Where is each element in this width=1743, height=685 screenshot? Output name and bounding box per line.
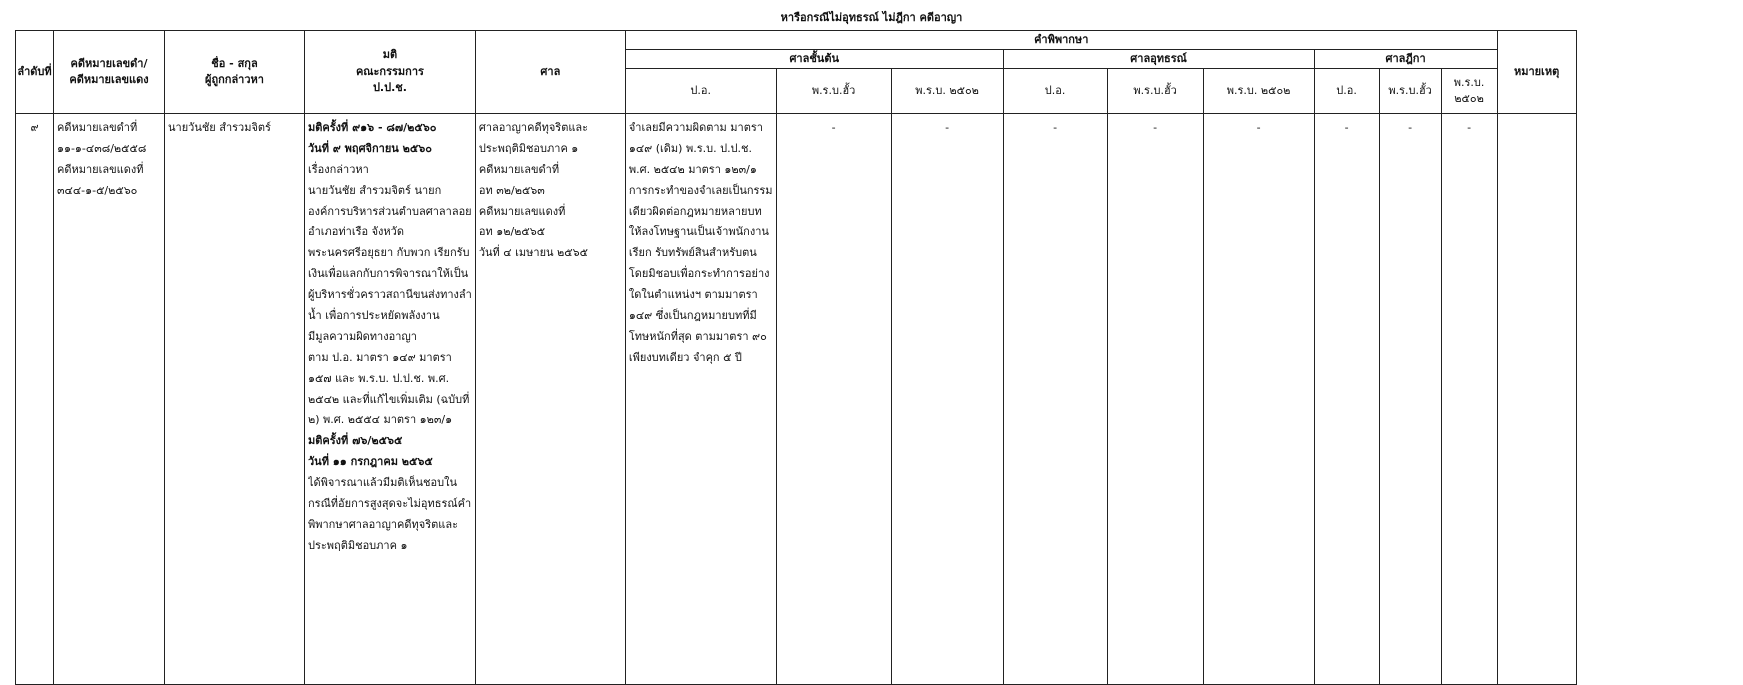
- cell-appeal-pa: -: [1003, 114, 1107, 685]
- judgment-line: การกระทำของจำเลยเป็นกรรม: [628, 183, 773, 197]
- resolution-line: ประพฤติมิชอบภาค ๑: [308, 538, 408, 552]
- header-appeal-prb-2502: พ.ร.บ. ๒๕๐๒: [1203, 69, 1314, 114]
- header-supreme-prb-2502: พ.ร.บ. ๒๕๐๒: [1441, 69, 1497, 114]
- court-line: ศาลอาญาคดีทุจริตและ: [478, 121, 589, 134]
- table-row: [16, 114, 1577, 685]
- cell-first-prb-2502: -: [891, 114, 1003, 685]
- header-name: ชื่อ - สกุล ผู้ถูกกล่าวหา: [165, 31, 305, 114]
- cell-case-no: [54, 114, 165, 685]
- resolution-line: เรื่องกล่าวหา: [308, 162, 369, 176]
- cell-supreme-prb-2502: -: [1441, 114, 1497, 685]
- cell-appeal-prb-old: -: [1107, 114, 1203, 685]
- court-line: อท ๑๒/๒๕๖๕: [478, 225, 546, 239]
- case-number-line: ๑๑-๑-๔๓๘/๒๕๕๘: [57, 141, 147, 155]
- header-court-first: ศาลชั้นต้น: [625, 50, 1003, 69]
- cell-appeal-prb-2502: -: [1203, 114, 1314, 685]
- judgment-line: พ.ศ. ๒๕๔๒ มาตรา ๑๒๓/๑: [628, 162, 757, 176]
- cell-first-pa: [625, 114, 776, 685]
- judgment-line: โดยมิชอบเพื่อกระทำการอย่าง: [628, 267, 770, 281]
- court-line: คดีหมายเลขแดงที่: [478, 204, 566, 218]
- cell-first-prb-old: -: [776, 114, 891, 685]
- resolution-line: เงินเพื่อแลกกับการพิจารณาให้เป็น: [308, 267, 469, 281]
- cell-court: [475, 114, 625, 685]
- header-first-prb-old: พ.ร.บ.ฮั้ว: [776, 69, 891, 114]
- resolution-line: องค์การบริหารส่วนตำบลศาลาลอย: [308, 204, 472, 218]
- resolution-line: มติครั้งที่ ๙๑๖ - ๘๗/๒๕๖๐: [308, 121, 437, 134]
- judgment-line: ๑๔๙ (เดิม) พ.ร.บ. ป.ป.ช.: [628, 141, 753, 155]
- resolution-line: ๑๕๗ และ พ.ร.บ. ป.ป.ช. พ.ศ.: [308, 371, 450, 385]
- case-number-line: คดีหมายเลขดำที่: [57, 121, 138, 134]
- judgment-line: ให้ลงโทษฐานเป็นเจ้าพนักงาน: [628, 225, 769, 239]
- page-title: หารือกรณีไม่อุทธรณ์ ไม่ฎีกา คดีอาญา: [780, 11, 963, 24]
- header-court: ศาล: [475, 31, 625, 114]
- header-appeal-prb-old: พ.ร.บ.ฮั้ว: [1107, 69, 1203, 114]
- resolution-line: กรณีที่อัยการสูงสุดจะไม่อุทธรณ์คำ: [308, 497, 472, 511]
- court-line: ประพฤติมิชอบภาค ๑: [478, 141, 579, 155]
- resolution-line: ๒) พ.ศ. ๒๕๕๔ มาตรา ๑๒๓/๑: [308, 413, 453, 427]
- judgment-line: เรียก รับทรัพย์สินสำหรับตน: [628, 246, 757, 260]
- header-no: ลำดับที่: [16, 31, 54, 114]
- cell-supreme-pa: -: [1314, 114, 1379, 685]
- header-supreme-pa: ป.อ.: [1314, 69, 1379, 114]
- header-court-supreme: ศาลฎีกา: [1314, 50, 1497, 69]
- court-line: อท ๓๒/๒๕๖๓: [478, 183, 545, 197]
- judgment-line: เพียงบทเดียว จำคุก ๕ ปี: [628, 350, 742, 364]
- cell-no: ๙: [16, 114, 54, 685]
- case-table: [15, 30, 1577, 685]
- resolution-line: อำเภอท่าเรือ จังหวัด: [308, 225, 404, 239]
- cell-remark: [1497, 114, 1576, 685]
- court-line: วันที่ ๔ เมษายน ๒๕๖๕: [478, 246, 588, 260]
- resolution-line: ตาม ป.อ. มาตรา ๑๔๙ มาตรา: [308, 350, 452, 364]
- resolution-line: วันที่ ๑๑ กรกฎาคม ๒๕๖๕: [308, 455, 433, 469]
- header-court-appeal: ศาลอุทธรณ์: [1003, 50, 1314, 69]
- case-number-line: คดีหมายเลขแดงที่: [57, 162, 144, 176]
- header-first-prb-2502: พ.ร.บ. ๒๕๐๒: [891, 69, 1003, 114]
- resolution-line: ได้พิจารณาแล้วมีมติเห็นชอบใน: [308, 476, 457, 490]
- header-resolution: มติ คณะกรรมการ ป.ป.ช.: [305, 31, 476, 114]
- court-line: คดีหมายเลขดำที่: [478, 162, 560, 176]
- header-supreme-prb-old: พ.ร.บ.ฮั้ว: [1379, 69, 1441, 114]
- cell-name: นายวันชัย สำรวมจิตร์: [165, 114, 305, 685]
- judgment-line: เดียวผิดต่อกฎหมายหลายบท: [628, 204, 762, 218]
- resolution-line: ผู้บริหารชั่วคราวสถานีขนส่งทางลำ: [308, 288, 472, 302]
- judgment-line: จำเลยมีความผิดตาม มาตรา: [628, 121, 763, 134]
- case-number-line: ๓๔๔-๑-๕/๒๕๖๐: [57, 183, 138, 197]
- resolution-line: น้ำ เพื่อการประหยัดพลังงาน: [308, 309, 440, 323]
- header-appeal-pa: ป.อ.: [1003, 69, 1107, 114]
- resolution-line: พิพากษาศาลอาญาคดีทุจริตและ: [308, 517, 458, 531]
- resolution-line: ๒๕๔๒ และที่แก้ไขเพิ่มเติม (ฉบับที่: [308, 392, 470, 406]
- cell-supreme-prb-old: -: [1379, 114, 1441, 685]
- header-case-no: คดีหมายเลขดำ/ คดีหมายเลขแดง: [54, 31, 165, 114]
- resolution-line: มีมูลความผิดทางอาญา: [308, 329, 417, 343]
- header-first-pa: ป.อ.: [625, 69, 776, 114]
- resolution-line: นายวันชัย สำรวมจิตร์ นายก: [308, 183, 442, 197]
- resolution-line: พระนครศรีอยุธยา กับพวก เรียกรับ: [308, 246, 470, 260]
- judgment-line: ๑๔๙ ซึ่งเป็นกฎหมายบทที่มี: [628, 309, 757, 323]
- judgment-line: โทษหนักที่สุด ตามมาตรา ๙๐: [628, 329, 767, 343]
- header-judgment: คำพิพากษา: [625, 31, 1497, 50]
- resolution-line: วันที่ ๙ พฤศจิกายน ๒๕๖๐: [308, 141, 432, 155]
- judgment-line: ใดในตำแหน่งฯ ตามมาตรา: [628, 288, 758, 302]
- resolution-line: มติครั้งที่ ๗๖/๒๕๖๕: [308, 434, 403, 448]
- header-remark: หมายเหตุ: [1497, 31, 1576, 114]
- cell-resolution: [305, 114, 476, 685]
